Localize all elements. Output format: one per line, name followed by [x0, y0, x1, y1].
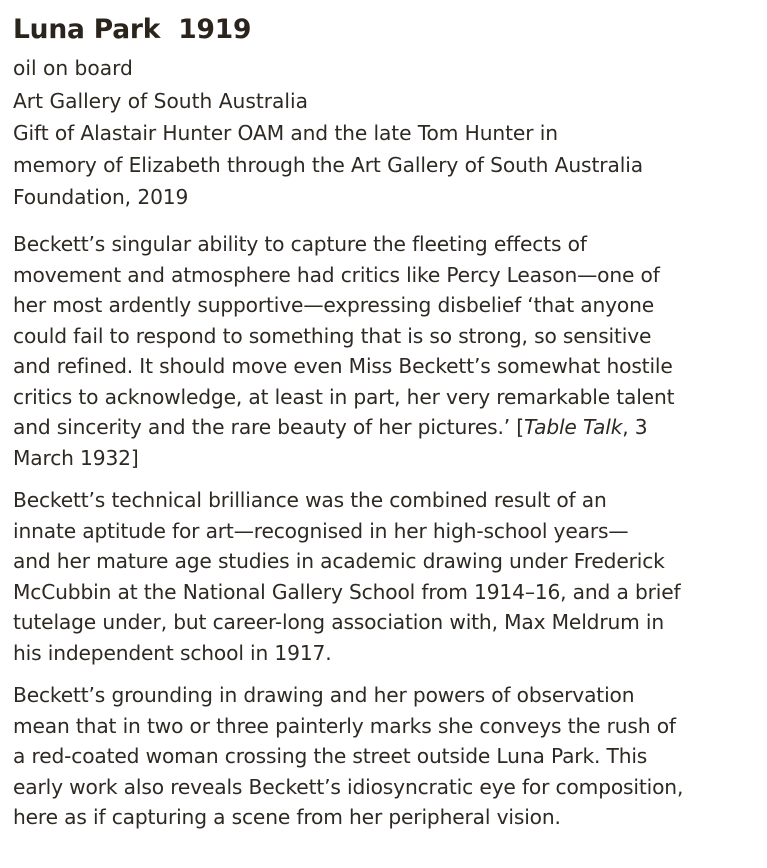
text-line: his independent school in 1917. [13, 640, 332, 665]
citation-source: Table Talk [524, 415, 623, 439]
text-line: tutelage under, but career-long association with, Max Meldrum in [13, 610, 664, 634]
text-line: a red-coated woman crossing the street outside Luna Park. This [13, 744, 648, 768]
citation-date: March 1932] [13, 445, 139, 470]
text-line: could fail to respond to something that is so strong, so sensitive [13, 323, 652, 348]
credit-line: Foundation, 2019 [13, 185, 189, 209]
text-line: McCubbin at the National Gallery School from 1914–16, and a brief [13, 579, 681, 604]
text-line: early work also reveals Beckett’s idiosyncratic eye for composition, [13, 774, 684, 799]
text-line: movement and atmosphere had critics like Percy Leason—one of [13, 262, 660, 287]
description-paragraph-1 [13, 229, 754, 473]
quote-end-text: and sincerity and the rare beauty of her pictures.’ [ [13, 415, 525, 439]
description-paragraph-3 [13, 680, 754, 833]
text-line: mean that in two or three painterly marks she conveys the rush of [13, 713, 676, 738]
credit-line: Gift of Alastair Hunter OAM and the late Tom Hunter in [13, 121, 558, 145]
text-line: critics to acknowledge, at least in part, her very remarkable talent [13, 384, 675, 409]
text-line: Beckett’s singular ability to capture the fleeting effects of [13, 232, 587, 256]
text-line: and her mature age studies in academic drawing under Frederick [13, 549, 665, 573]
text-line: her most ardently supportive—expressing disbelief ‘that anyone [13, 293, 655, 317]
text-line: Beckett’s grounding in drawing and her powers of observation [13, 683, 635, 707]
credit-line: memory of Elizabeth through the Art Gallery of South Australia [13, 153, 644, 177]
artwork-title: Luna Park 1919 [13, 14, 252, 45]
artwork-medium: oil on board [13, 56, 133, 80]
text-line: and refined. It should move even Miss Beckett’s somewhat hostile [13, 354, 673, 378]
text-line: innate aptitude for art—recognised in her high-school years— [13, 518, 629, 543]
text-line [13, 412, 754, 443]
citation-suffix: , 3 [622, 415, 648, 439]
artwork-credit-line [13, 117, 754, 213]
artwork-collection: Art Gallery of South Australia [13, 88, 309, 113]
description-paragraph-2 [13, 485, 754, 668]
text-line: Beckett’s technical brilliance was the combined result of an [13, 488, 607, 512]
text-line: here as if capturing a scene from her peripheral vision. [13, 805, 561, 829]
